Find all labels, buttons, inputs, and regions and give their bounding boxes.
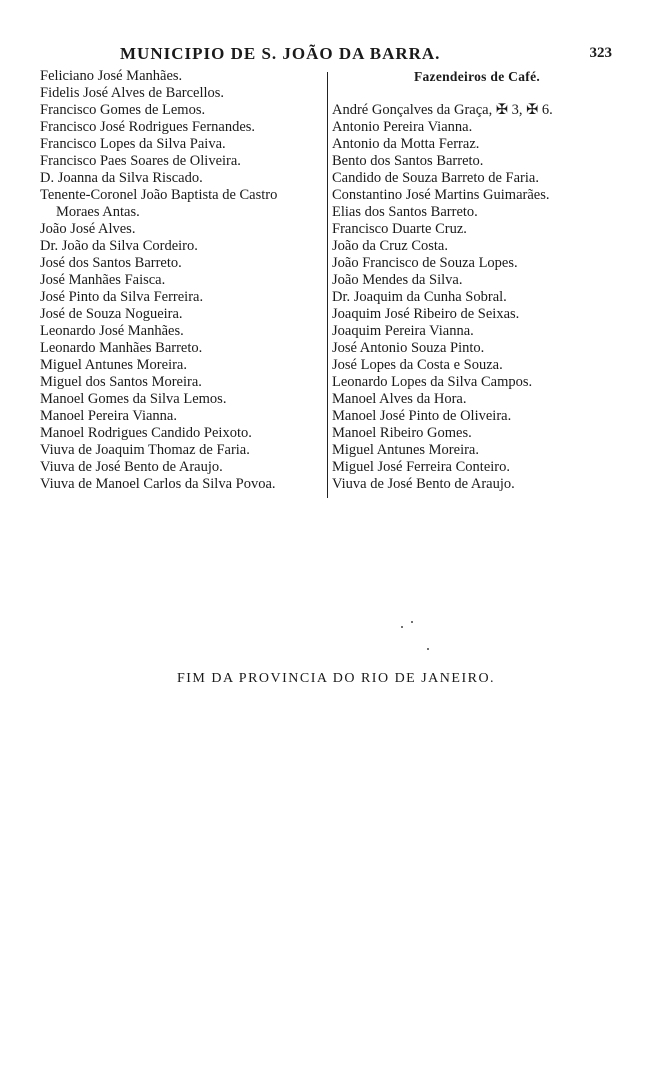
running-head: MUNICIPIO DE S. JOÃO DA BARRA. [120,44,441,63]
list-item: Manoel Rodrigues Candido Peixoto. [40,425,252,441]
list-item: João Mendes da Silva. [332,272,463,288]
column-divider [327,72,328,498]
section-spacer [332,85,622,102]
list-item: Elias dos Santos Barreto. [332,204,478,220]
list-item: Candido de Souza Barreto de Faria. [332,170,539,186]
list-item: Dr. Joaquim da Cunha Sobral. [332,289,507,305]
list-item: José Manhães Faisca. [40,272,166,288]
list-item: Leonardo Manhães Barreto. [40,340,203,356]
list-item: Joaquim Pereira Vianna. [332,323,474,339]
page-number: 323 [589,45,612,61]
list-item: José de Souza Nogueira. [40,306,183,322]
list-item: Miguel José Ferreira Conteiro. [332,459,510,475]
list-item: José Lopes da Costa e Souza. [332,357,503,373]
list-item: Antonio da Motta Ferraz. [332,136,480,152]
list-item: Leonardo José Manhães. [40,323,184,339]
list-item: Viuva de José Bento de Araujo. [332,476,515,492]
list-item: D. Joanna da Silva Riscado. [40,170,203,186]
list-item: André Gonçalves da Graça, ✠ 3, ✠ 6. [332,102,553,118]
list-item: Dr. João da Silva Cordeiro. [40,238,198,254]
list-item: João da Cruz Costa. [332,238,448,254]
print-speck [411,621,413,623]
list-item: Feliciano José Manhães. [40,68,183,84]
list-item: José Pinto da Silva Ferreira. [40,289,204,305]
list-item: Constantino José Martins Guimarães. [332,187,550,203]
list-item: Miguel Antunes Moreira. [40,357,187,373]
list-item: Joaquim José Ribeiro de Seixas. [332,306,520,322]
list-item: Bento dos Santos Barreto. [332,153,484,169]
list-item: Manoel Gomes da Silva Lemos. [40,391,227,407]
list-item: Tenente-Coronel João Baptista de Castro [40,187,278,203]
list-item: Antonio Pereira Vianna. [332,119,473,135]
list-item: Manoel Ribeiro Gomes. [332,425,472,441]
list-item: Francisco Lopes da Silva Paiva. [40,136,226,152]
right-column [332,68,622,493]
list-item: Miguel Antunes Moreira. [332,442,479,458]
list-item: Francisco Gomes de Lemos. [40,102,206,118]
list-item: Francisco José Rodrigues Fernandes. [40,119,256,135]
list-item: Francisco Duarte Cruz. [332,221,467,237]
list-item: Fidelis José Alves de Barcellos. [40,85,225,101]
list-item: Viuva de José Bento de Araujo. [40,459,223,475]
list-item: João Francisco de Souza Lopes. [332,255,518,271]
print-speck [427,648,429,650]
list-item: João José Alves. [40,221,136,237]
list-item: Viuva de Joaquim Thomaz de Faria. [40,442,250,458]
list-item: Manoel José Pinto de Oliveira. [332,408,512,424]
list-item: Viuva de Manoel Carlos da Silva Povoa. [40,476,276,492]
list-item: Manoel Pereira Vianna. [40,408,177,424]
list-item: Francisco Paes Soares de Oliveira. [40,153,241,169]
list-item: José dos Santos Barreto. [40,255,182,271]
print-speck [401,626,403,628]
section-title: Fazendeiros de Café. [413,69,541,84]
list-item: Leonardo Lopes da Silva Campos. [332,374,533,390]
list-item: Miguel dos Santos Moreira. [40,374,202,390]
page-header [40,44,632,68]
list-item-continuation: Moraes Antas. [56,204,140,220]
closing-line: FIM DA PROVINCIA DO RIO DE JANEIRO. [176,671,496,686]
left-column [40,68,328,493]
list-item: José Antonio Souza Pinto. [332,340,485,356]
list-item: Manoel Alves da Hora. [332,391,467,407]
